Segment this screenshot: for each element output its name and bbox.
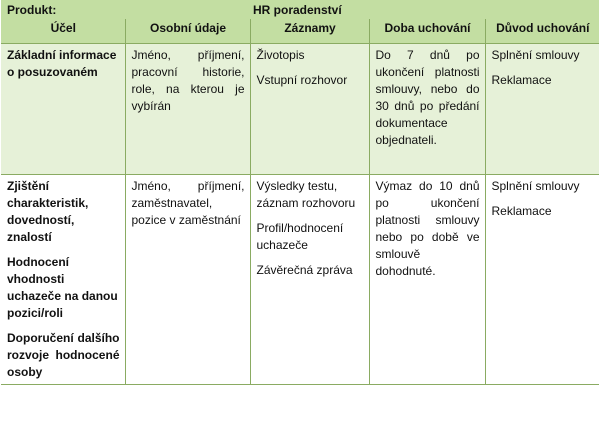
product-row (1, 0, 599, 19)
reason-item: Reklamace (491, 204, 552, 218)
header-records: Záznamy (250, 19, 369, 44)
record-item: Životopis (256, 48, 305, 62)
reason-cell (485, 175, 599, 385)
personal-data-cell: Jméno, příjmení, zaměstnavatel, pozice v zaměstnání (125, 175, 250, 385)
record-item: Závěrečná zpráva (256, 263, 353, 277)
purpose-item: Doporučení dalšího rozvoje hodnocené osoby (7, 331, 120, 379)
header-retention: Doba uchování (369, 19, 485, 44)
retention-cell: Výmaz do 10 dnů po ukončení platnosti smlouvy nebo po době ve smlouvě dohodnuté. (369, 175, 485, 385)
purpose-cell (1, 175, 125, 385)
table-row (1, 44, 599, 175)
purpose-item: Základní informace o posuzovaném (7, 48, 117, 79)
product-name: HR poradenství (250, 0, 599, 19)
record-item: Výsledky testu, záznam rozhovoru (256, 179, 356, 210)
header-reason: Důvod uchování (485, 19, 599, 44)
reason-item: Reklamace (491, 73, 552, 87)
retention-cell: Do 7 dnů po ukončení platnosti smlouvy, nebo do 30 dnů po předání dokumentace objednateli. (369, 44, 485, 175)
retention-table (1, 0, 599, 385)
reason-cell (485, 44, 599, 175)
record-item: Vstupní rozhovor (256, 73, 348, 87)
reason-item: Splnění smlouvy (491, 179, 580, 193)
header-row (1, 19, 599, 44)
product-label: Produkt: (1, 0, 250, 19)
header-purpose: Účel (1, 19, 125, 44)
table-row (1, 175, 599, 385)
personal-data-cell: Jméno, příjmení, pracovní historie, role, na kterou je vybírán (125, 44, 250, 175)
purpose-item: Zjištění charakteristik, dovedností, znalostí (7, 179, 89, 244)
records-cell (250, 175, 369, 385)
header-personal-data: Osobní údaje (125, 19, 250, 44)
purpose-cell (1, 44, 125, 175)
reason-item: Splnění smlouvy (491, 48, 580, 62)
purpose-item: Hodnocení vhodnosti uchazeče na danou pozici/roli (7, 255, 118, 320)
record-item: Profil/hodnocení uchazeče (256, 221, 344, 252)
records-cell (250, 44, 369, 175)
